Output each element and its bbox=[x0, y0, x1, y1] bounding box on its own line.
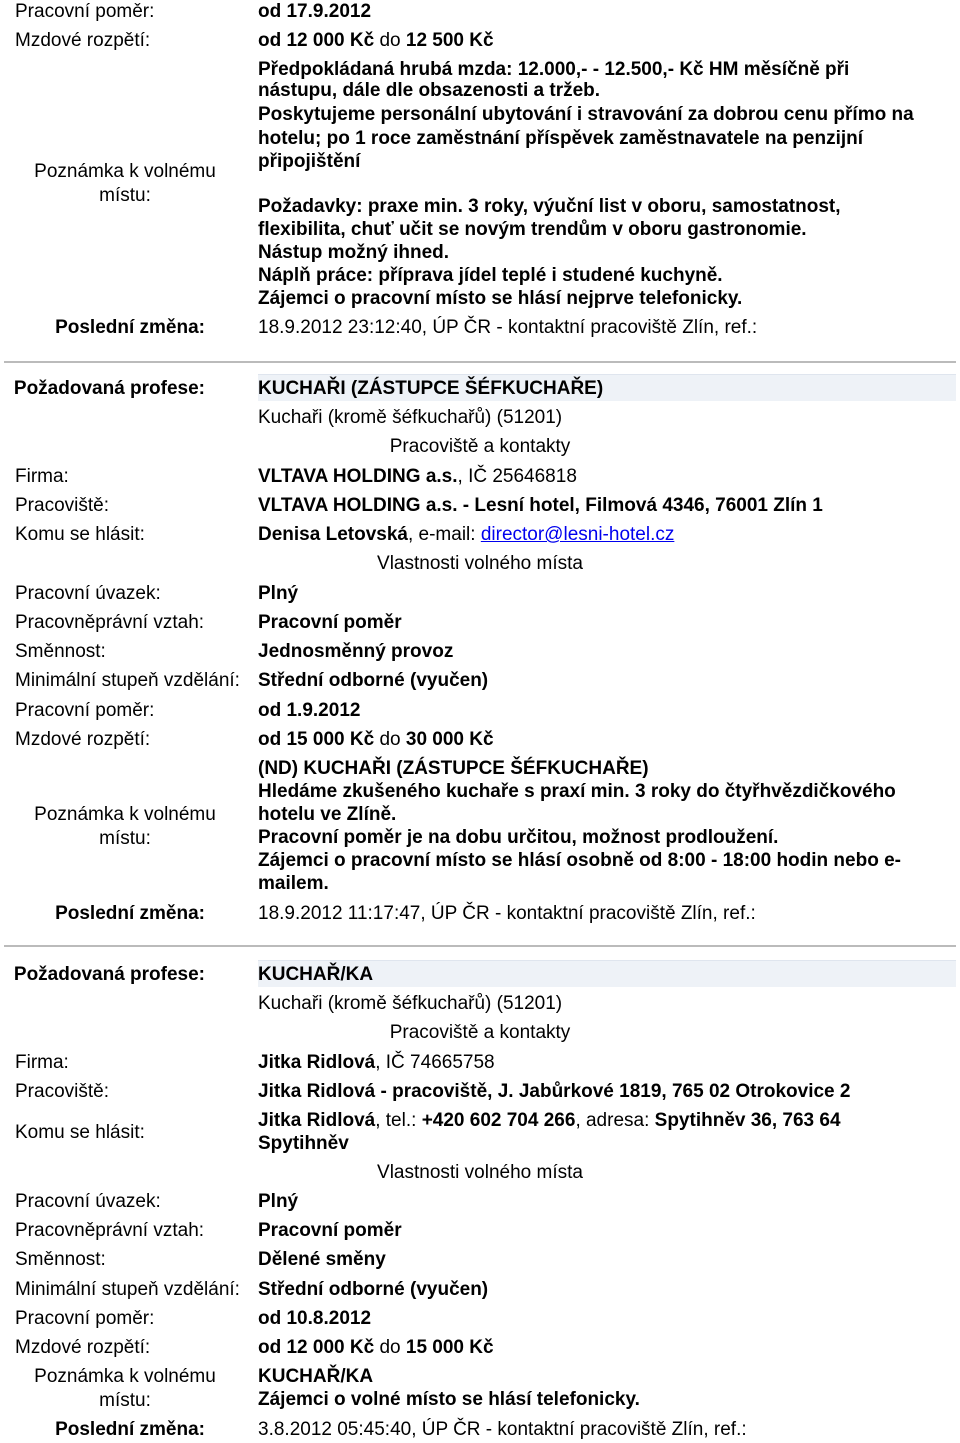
section-heading-properties: Vlastnosti volného místa bbox=[377, 553, 583, 574]
relation-label: Pracovněprávní vztah: bbox=[15, 1220, 205, 1241]
shift-value: Jednosměnný provoz bbox=[258, 641, 454, 662]
profession-label: Požadovaná profese: bbox=[13, 964, 205, 985]
contact-address: Spytihněv 36, 763 64 bbox=[654, 1110, 841, 1131]
contact-email-prefix: , e-mail: bbox=[407, 524, 481, 545]
salary-range-label: Mzdové rozpětí: bbox=[15, 1337, 151, 1358]
note-label-line2: místu: bbox=[99, 185, 151, 206]
note-line: hotelu ve Zlíně. bbox=[258, 804, 397, 825]
note-line: Náplň práce: příprava jídel teplé i studené kuchyně. bbox=[258, 265, 723, 286]
salary-range-label: Mzdové rozpětí: bbox=[15, 30, 151, 51]
relation-label: Pracovněprávní vztah: bbox=[15, 612, 205, 633]
workload-value: Plný bbox=[258, 583, 299, 604]
employment-start-label: Pracovní poměr: bbox=[15, 1, 155, 22]
employment-start-value: od 1.9.2012 bbox=[258, 700, 361, 721]
note-label-line1: Poznámka k volnému bbox=[34, 804, 216, 825]
employment-start-label: Pracovní poměr: bbox=[15, 700, 155, 721]
workplace-label: Pracoviště: bbox=[15, 1081, 109, 1102]
workplace-value: VLTAVA HOLDING a.s. - Lesní hotel, Filmová 4346, 76001 Zlín 1 bbox=[258, 495, 823, 516]
relation-value: Pracovní poměr bbox=[258, 612, 402, 633]
contact-value bbox=[258, 1109, 841, 1132]
employment-start-value: od 10.8.2012 bbox=[258, 1308, 372, 1329]
salary-to: 30 000 Kč bbox=[405, 729, 494, 750]
note-line: flexibilita, chuť učit se novým trendům v oboru gastronomie. bbox=[258, 219, 807, 240]
education-label: Minimální stupeň vzdělání: bbox=[15, 670, 240, 691]
contact-address-prefix: , adresa: bbox=[575, 1110, 655, 1131]
profession-code: Kuchaři (kromě šéfkuchařů) (51201) bbox=[258, 407, 563, 428]
company-label: Firma: bbox=[15, 466, 69, 487]
shift-label: Směnnost: bbox=[15, 641, 106, 662]
company-value bbox=[258, 1051, 495, 1074]
salary-range-value bbox=[258, 29, 494, 52]
last-change-value: 18.9.2012 11:17:47, ÚP ČR - kontaktní pracoviště Zlín, ref.: bbox=[258, 903, 756, 924]
salary-separator: do bbox=[374, 30, 406, 51]
salary-range-value bbox=[258, 728, 494, 751]
salary-from: od 12 000 Kč bbox=[258, 30, 375, 51]
shift-label: Směnnost: bbox=[15, 1249, 106, 1270]
workload-value: Plný bbox=[258, 1191, 299, 1212]
note-line: Nástup možný ihned. bbox=[258, 242, 450, 263]
note-label-line2: místu: bbox=[99, 828, 151, 849]
profession-title: KUCHAŘI (ZÁSTUPCE ŠÉFKUCHAŘE) bbox=[258, 378, 604, 399]
note-label-line2: místu: bbox=[99, 1390, 151, 1411]
salary-range-value bbox=[258, 1336, 494, 1359]
section-heading-contacts: Pracoviště a kontakty bbox=[389, 436, 571, 457]
note-line: Předpokládaná hrubá mzda: 12.000,- - 12.500,- Kč HM měsíčně při bbox=[258, 59, 850, 80]
note-label bbox=[15, 803, 235, 851]
education-value: Střední odborné (vyučen) bbox=[258, 1279, 489, 1300]
last-change-label: Poslední změna: bbox=[55, 903, 205, 924]
education-value: Střední odborné (vyučen) bbox=[258, 670, 489, 691]
note-line: nástupu, dále dle obsazenosti a tržeb. bbox=[258, 80, 601, 101]
last-change-label: Poslední změna: bbox=[55, 1419, 205, 1440]
note-line: Hledáme zkušeného kuchaře s praxí min. 3 roky do čtyřhvězdičkového bbox=[258, 781, 896, 802]
note-line: hotelu; po 1 roce zaměstnání příspěvek zaměstnavatele na penzijní bbox=[258, 128, 864, 149]
contact-tel-prefix: , tel.: bbox=[375, 1110, 422, 1131]
note-line: Zájemci o volné místo se hlásí telefonicky. bbox=[258, 1389, 640, 1410]
company-name: Jitka Ridlová bbox=[258, 1052, 376, 1073]
employment-start-value: od 17.9.2012 bbox=[258, 1, 372, 22]
note-line: Zájemci o pracovní místo se hlásí osobně od 8:00 - 18:00 hodin nebo e- bbox=[258, 850, 901, 871]
salary-from: od 12 000 Kč bbox=[258, 1337, 375, 1358]
contact-email-link[interactable]: director@lesni-hotel.cz bbox=[480, 524, 675, 545]
note-label bbox=[15, 1365, 235, 1413]
note-line: Požadavky: praxe min. 3 roky, výuční list v oboru, samostatnost, bbox=[258, 196, 841, 217]
shift-value: Dělené směny bbox=[258, 1249, 386, 1270]
company-label: Firma: bbox=[15, 1052, 69, 1073]
profession-title: KUCHAŘ/KA bbox=[258, 964, 374, 985]
workload-label: Pracovní úvazek: bbox=[15, 1191, 161, 1212]
salary-separator: do bbox=[374, 1337, 406, 1358]
workplace-value: Jitka Ridlová - pracoviště, J. Jabůrkové 1819, 765 02 Otrokovice 2 bbox=[258, 1081, 851, 1102]
note-line: Poskytujeme personální ubytování i stravování za dobrou cenu přímo na bbox=[258, 104, 914, 125]
relation-value: Pracovní poměr bbox=[258, 1220, 402, 1241]
section-heading-properties: Vlastnosti volného místa bbox=[377, 1162, 583, 1183]
note-label-line1: Poznámka k volnému bbox=[34, 1366, 216, 1387]
profession-label: Požadovaná profese: bbox=[13, 378, 205, 399]
note-line: Pracovní poměr je na dobu určitou, možnost prodloužení. bbox=[258, 827, 779, 848]
last-change-value: 18.9.2012 23:12:40, ÚP ČR - kontaktní pracoviště Zlín, ref.: bbox=[258, 317, 758, 338]
company-value bbox=[258, 465, 577, 488]
workload-label: Pracovní úvazek: bbox=[15, 583, 161, 604]
divider bbox=[4, 945, 956, 947]
note-line: KUCHAŘ/KA bbox=[258, 1366, 374, 1387]
company-name: VLTAVA HOLDING a.s. bbox=[258, 466, 458, 487]
contact-name: Denisa Letovská bbox=[258, 524, 408, 545]
note-line: mailem. bbox=[258, 873, 329, 894]
section-heading-contacts: Pracoviště a kontakty bbox=[389, 1022, 571, 1043]
salary-from: od 15 000 Kč bbox=[258, 729, 375, 750]
note-line: (ND) KUCHAŘI (ZÁSTUPCE ŠÉFKUCHAŘE) bbox=[258, 758, 649, 779]
employment-start-label: Pracovní poměr: bbox=[15, 1308, 155, 1329]
company-ic: , IČ 25646818 bbox=[457, 466, 577, 487]
workplace-label: Pracoviště: bbox=[15, 495, 109, 516]
contact-name: Jitka Ridlová bbox=[258, 1110, 376, 1131]
note-label bbox=[15, 160, 235, 208]
note-label-line1: Poznámka k volnému bbox=[34, 161, 216, 182]
salary-to: 15 000 Kč bbox=[405, 1337, 494, 1358]
note-line: Zájemci o pracovní místo se hlásí nejprve telefonicky. bbox=[258, 288, 743, 309]
contact-value bbox=[258, 523, 674, 546]
contact-label: Komu se hlásit: bbox=[15, 1122, 145, 1143]
company-ic: , IČ 74665758 bbox=[375, 1052, 495, 1073]
divider bbox=[4, 361, 956, 363]
salary-to: 12 500 Kč bbox=[405, 30, 494, 51]
contact-label: Komu se hlásit: bbox=[15, 524, 145, 545]
salary-range-label: Mzdové rozpětí: bbox=[15, 729, 151, 750]
contact-phone: +420 602 704 266 bbox=[421, 1110, 576, 1131]
note-line: připojištění bbox=[258, 151, 361, 172]
salary-separator: do bbox=[374, 729, 406, 750]
last-change-label: Poslední změna: bbox=[55, 317, 205, 338]
last-change-value: 3.8.2012 05:45:40, ÚP ČR - kontaktní pracoviště Zlín, ref.: bbox=[258, 1419, 747, 1440]
profession-code: Kuchaři (kromě šéfkuchařů) (51201) bbox=[258, 993, 563, 1014]
contact-address-city: Spytihněv bbox=[258, 1133, 349, 1154]
education-label: Minimální stupeň vzdělání: bbox=[15, 1279, 240, 1300]
